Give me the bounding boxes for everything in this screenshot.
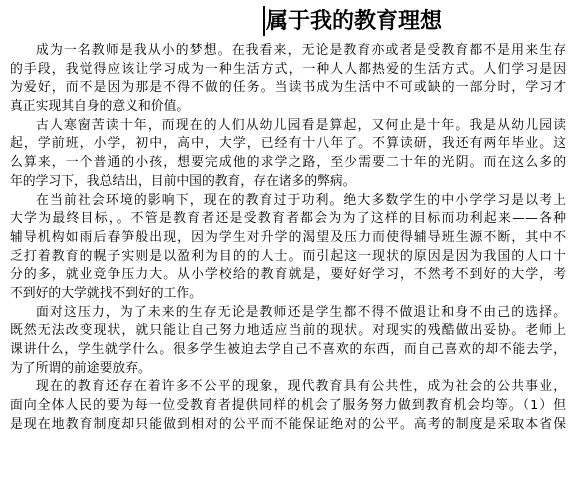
paragraph-3-line-4: 乏打着教育的幌子实则是以盈利为目的的人士。而引起这一现状的原因是因为我国的人口十 <box>10 248 566 264</box>
paragraph-4-line-3: 课讲什么，学生就学什么。很多学生被迫去学自己不喜欢的东西，而自己喜欢的却不能去学， <box>10 342 566 357</box>
paragraph-1-line-4: 真正实现其自身的意义和价值。 <box>10 99 190 115</box>
paragraph-3-line-6: 不到好的大学就找不到好的工作。 <box>10 285 202 301</box>
paragraph-2-line-3: 么算来，一个普通的小孩，想要完成他的求学之路，至少需要二十年的光阴。而在这么多的 <box>10 155 566 171</box>
paragraph-3-line-2: 大学为最终目标，。不管是教育者还是受教育者都会为为了这样的目标而功利起来——各种 <box>10 211 566 227</box>
paragraph-4-line-1: 面对这压力，为了未来的生存无论是教师还是学生都不得不做退让和身不由己的选择。 <box>36 304 566 320</box>
paragraph-1-line-3: 为爱好，而不是因为那是不得不做的任务。当读书成为生活中不可或缺的一部分时，学习才 <box>10 80 566 96</box>
paragraph-1-line-2: 的手段，我觉得应该让学习成为一种生活方式，一种人人都热爱的生活方式。人们学习是因 <box>10 61 566 77</box>
paragraph-2-line-1: 古人寒窗苦读十年，而现在的人们从幼儿园看是算起，又何止是十年。我是从幼儿园读 <box>36 117 566 133</box>
paragraph-3-line-5: 分的多，就业竞争压力大。从小学校给的教育就是，要好好学习，不然考不到好的大学，考 <box>10 267 566 283</box>
paragraph-5-line-3: 是现在地教育制度却只能做到相对的公平而不能保证绝对的公平。高考的制度是采取本省保 <box>10 416 566 432</box>
paragraph-5-line-2: 面向全体人民的要为每一位受教育者提供同样的机会了服务努力做到教育机会均等。（1）但 <box>10 398 566 414</box>
paragraph-5-line-1: 现在的教育还存在着许多不公平的现象，现代教育具有公共性，成为社会的公共事业， <box>36 379 566 395</box>
paragraph-2-line-2: 起，学前班，小学，初中，高中，大学，已经有十八年了。不算读研，我还有两年毕业。这 <box>10 136 566 152</box>
paragraph-2-line-4: 年的学习下，我总结出，目前中国的教育，存在诸多的弊病。 <box>10 173 356 189</box>
paragraph-1-line-1: 成为一名教师是我从小的梦想。在我看来，无论是教育亦或者是受教育都不是用来生存 <box>36 43 566 58</box>
paragraph-4-line-2: 既然无法改变现状，就只能让自己努力地适应当前的现状。对现实的残酷做出妥协。老师上 <box>10 323 566 339</box>
paragraph-3-line-3: 辅导机构如雨后春笋般出现，因为学生对升学的渴望及压力而使得辅导班生源不断，其中不 <box>10 229 566 245</box>
paragraph-4-line-4: 为了所谓的前途要放弃。 <box>10 360 151 376</box>
paragraph-3-line-1: 在当前社会环境的影响下，现在的教育过于功利。绝大多数学生的中小学学习是以考上 <box>36 192 566 208</box>
document-body <box>10 42 566 434</box>
document-title: 属于我的教育理想 <box>266 9 443 34</box>
text-cursor <box>263 6 265 36</box>
